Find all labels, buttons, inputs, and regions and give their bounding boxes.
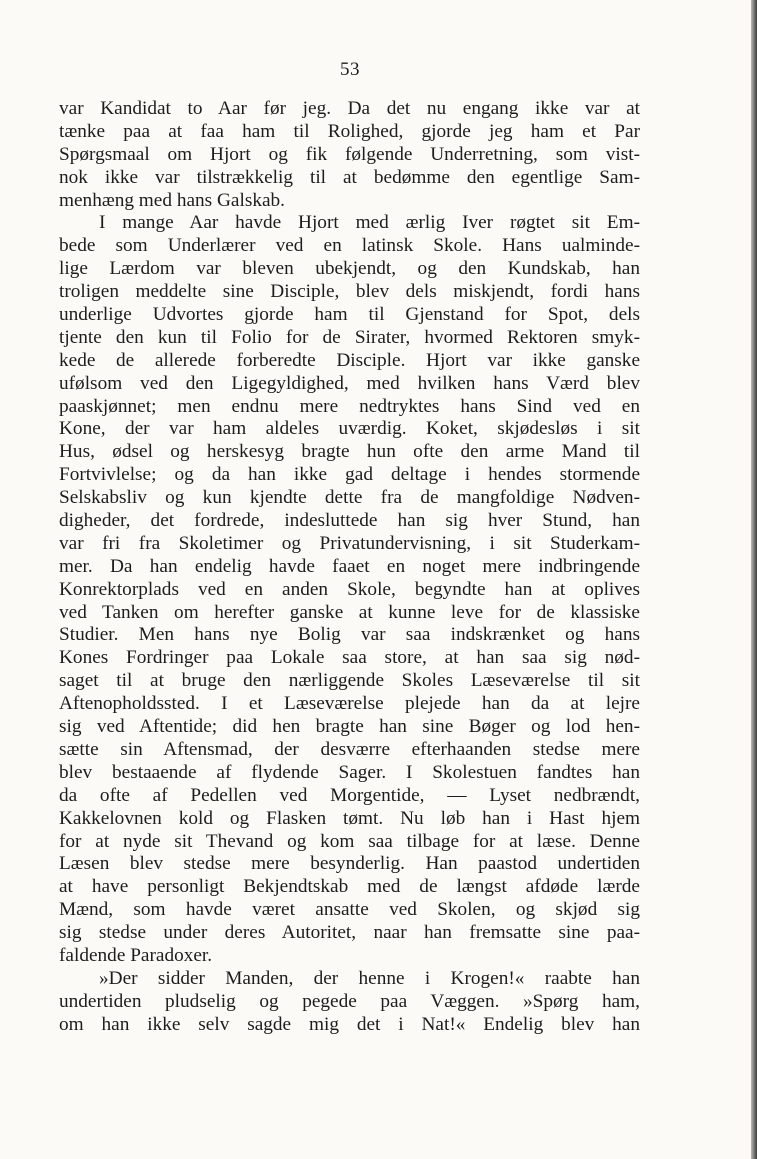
text-line: var fri fra Skoletimer og Privatundervisning, i sit Studerkam- (59, 532, 640, 554)
text-line: lige Lærdom var bleven ubekjendt, og den Kundskab, han (59, 258, 640, 280)
page-number: 53 (340, 59, 360, 80)
text-line: var Kandidat to Aar før jeg. Da det nu engang ikke var at (59, 98, 640, 119)
text-line: saget til at bruge den nærliggende Skoles Læseværelse til sit (59, 670, 640, 692)
text-line: da ofte af Pedellen ved Morgentide, — Lyset nedbrændt, (59, 784, 640, 806)
text-line: Kone, der var ham aldeles uværdig. Koket, skjødesløs i sit (59, 418, 640, 440)
text-line: sig stedse under deres Autoritet, naar han fremsatte sine paa- (59, 922, 640, 944)
text-line: menhæng med hans Galskab. (59, 189, 285, 211)
text-line: nok ikke var tilstrækkelig til at bedømme den egentlige Sam- (59, 166, 640, 188)
text-line: paaskjønnet; men endnu mere nedtryktes hans Sind ved en (59, 395, 640, 417)
text-line: kede de allerede forberedte Disciple. Hjort var ikke ganske (59, 349, 640, 371)
text-line: ufølsom ved den Ligegyldighed, med hvilken hans Værd blev (59, 372, 640, 394)
text-line: ved Tanken om herefter ganske at kunne leve for de klassiske (59, 601, 640, 623)
text-line: Fortvivlelse; og da han ikke gad deltage i hendes stormende (59, 464, 640, 486)
text-line: Spørgsmaal om Hjort og fik følgende Underretning, som vist- (59, 143, 640, 165)
text-line: at have personligt Bekjendtskab med de længst afdøde lærde (59, 876, 640, 898)
text-line: Hus, ødsel og herskesyg bragte hun ofte den arme Mand til (59, 441, 640, 463)
text-line: faldende Paradoxer. (59, 944, 213, 966)
text-line: Mænd, som havde været ansatte ved Skolen, og skjød sig (59, 899, 640, 921)
text-line: »Der sidder Manden, der henne i Krogen!« raabte han (99, 967, 640, 989)
text-line: sig ved Aftentide; did hen bragte han sine Bøger og lod hen- (59, 716, 640, 738)
text-line: om han ikke selv sagde mig det i Nat!« Endelig blev han (59, 1013, 640, 1035)
text-line: mer. Da han endelig havde faaet en noget mere indbringende (59, 555, 640, 577)
body-text (59, 98, 640, 1037)
text-line: tænke paa at faa ham til Rolighed, gjorde jeg ham et Par (59, 120, 640, 142)
text-line: Kones Fordringer paa Lokale saa store, at han saa sig nød- (59, 647, 640, 669)
text-line: Kakkelovnen kold og Flasken tømt. Nu løb han i Hast hjem (59, 807, 640, 829)
text-line: Aftenopholdssted. I et Læseværelse plejede han da at lejre (59, 693, 640, 715)
text-line: Læsen blev stedse mere besynderlig. Han paastod undertiden (59, 853, 640, 875)
text-line: tjente den kun til Folio for de Sirater, hvormed Rektoren smyk- (59, 326, 640, 348)
text-line: Selskabsliv og kun kjendte dette fra de mangfoldige Nødven- (59, 487, 640, 509)
page-edge (751, 0, 757, 1159)
text-line: bede som Underlærer ved en latinsk Skole. Hans ualminde- (59, 235, 640, 257)
text-line: underlige Udvortes gjorde ham til Gjenstand for Spot, dels (59, 304, 640, 326)
text-line: for at nyde sit Thevand og kom saa tilbage for at læse. Denne (59, 830, 640, 852)
text-line: undertiden pludselig og pegede paa Væggen. »Spørg ham, (59, 990, 640, 1012)
text-line: digheder, det fordrede, indesluttede han sig hver Stund, han (59, 510, 640, 532)
text-line: sætte sin Aftensmad, der desværre efterhaanden stedse mere (59, 738, 640, 760)
text-line: I mange Aar havde Hjort med ærlig Iver røgtet sit Em- (99, 212, 640, 234)
text-line: Konrektorplads ved en anden Skole, begyndte han at oplives (59, 578, 640, 600)
text-line: troligen meddelte sine Disciple, blev dels miskjendt, fordi hans (59, 281, 640, 303)
text-line: blev bestaaende af flydende Sager. I Skolestuen fandtes han (59, 761, 640, 783)
text-line: Studier. Men hans nye Bolig var saa indskrænket og hans (59, 624, 640, 646)
